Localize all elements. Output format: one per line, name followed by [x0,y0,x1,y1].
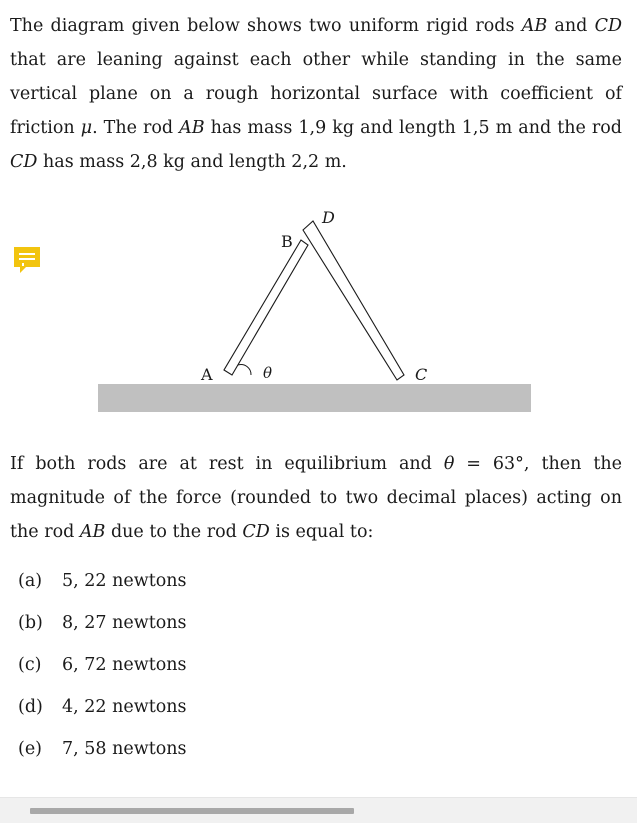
option-text: 7, 58 newtons [62,739,187,759]
intro-text: has mass 1,9 kg and length 1,5 m and the rod [204,118,623,138]
question-text: = 63°, then the magnitude of the force (rounded to two decimal places) acting on the rod [10,454,622,542]
rod-name: CD [242,522,270,542]
intro-text: The diagram given below shows two uniform rigid rods [10,16,522,36]
option-label: (d) [18,697,43,717]
answer-options [18,563,187,773]
option-label: (a) [18,571,43,591]
label-c: C [415,365,428,384]
option-text: 6, 72 newtons [62,655,187,675]
intro-text: that are leaning against each other while standing in the same vertical plane on a rough horizontal surface with coefficient of friction [10,50,622,138]
rods-diagram-svg [0,190,637,430]
question-text: If both rods are at rest in equilibrium and [10,454,444,474]
option-a[interactable] [18,563,187,605]
intro-text: . The rod [92,118,180,138]
problem-statement [10,9,622,179]
rod-name: AB [179,118,205,138]
option-text: 8, 27 newtons [62,613,187,633]
label-a: A [201,365,213,384]
option-e[interactable] [18,731,187,773]
theta-symbol: θ [443,454,455,474]
label-d: D [322,208,335,227]
option-label: (b) [18,613,43,633]
option-b[interactable] [18,605,187,647]
rod-name: CD [594,16,622,36]
rods-diagram [0,190,637,430]
ground-surface [98,384,531,412]
label-theta: θ [263,364,273,382]
label-b: B [281,232,293,251]
option-text: 4, 22 newtons [62,697,187,717]
option-label: (e) [18,739,43,759]
scrollbar-thumb[interactable] [30,808,354,814]
rod-name: AB [521,16,548,36]
question-text: due to the rod [105,522,243,542]
intro-text: and [547,16,595,36]
rod-ab [224,240,308,375]
horizontal-scrollbar[interactable] [0,797,637,823]
option-label: (c) [18,655,42,675]
rod-cd [303,221,404,380]
intro-text: has mass 2,8 kg and length 2,2 m. [37,152,347,172]
rod-name: AB [79,522,106,542]
question-text: is equal to: [269,522,374,542]
option-text: 5, 22 newtons [62,571,187,591]
option-c[interactable] [18,647,187,689]
mu-symbol: μ [80,118,93,138]
option-d[interactable] [18,689,187,731]
rod-name: CD [10,152,38,172]
question-statement [10,447,622,549]
theta-angle-arc [238,365,251,375]
